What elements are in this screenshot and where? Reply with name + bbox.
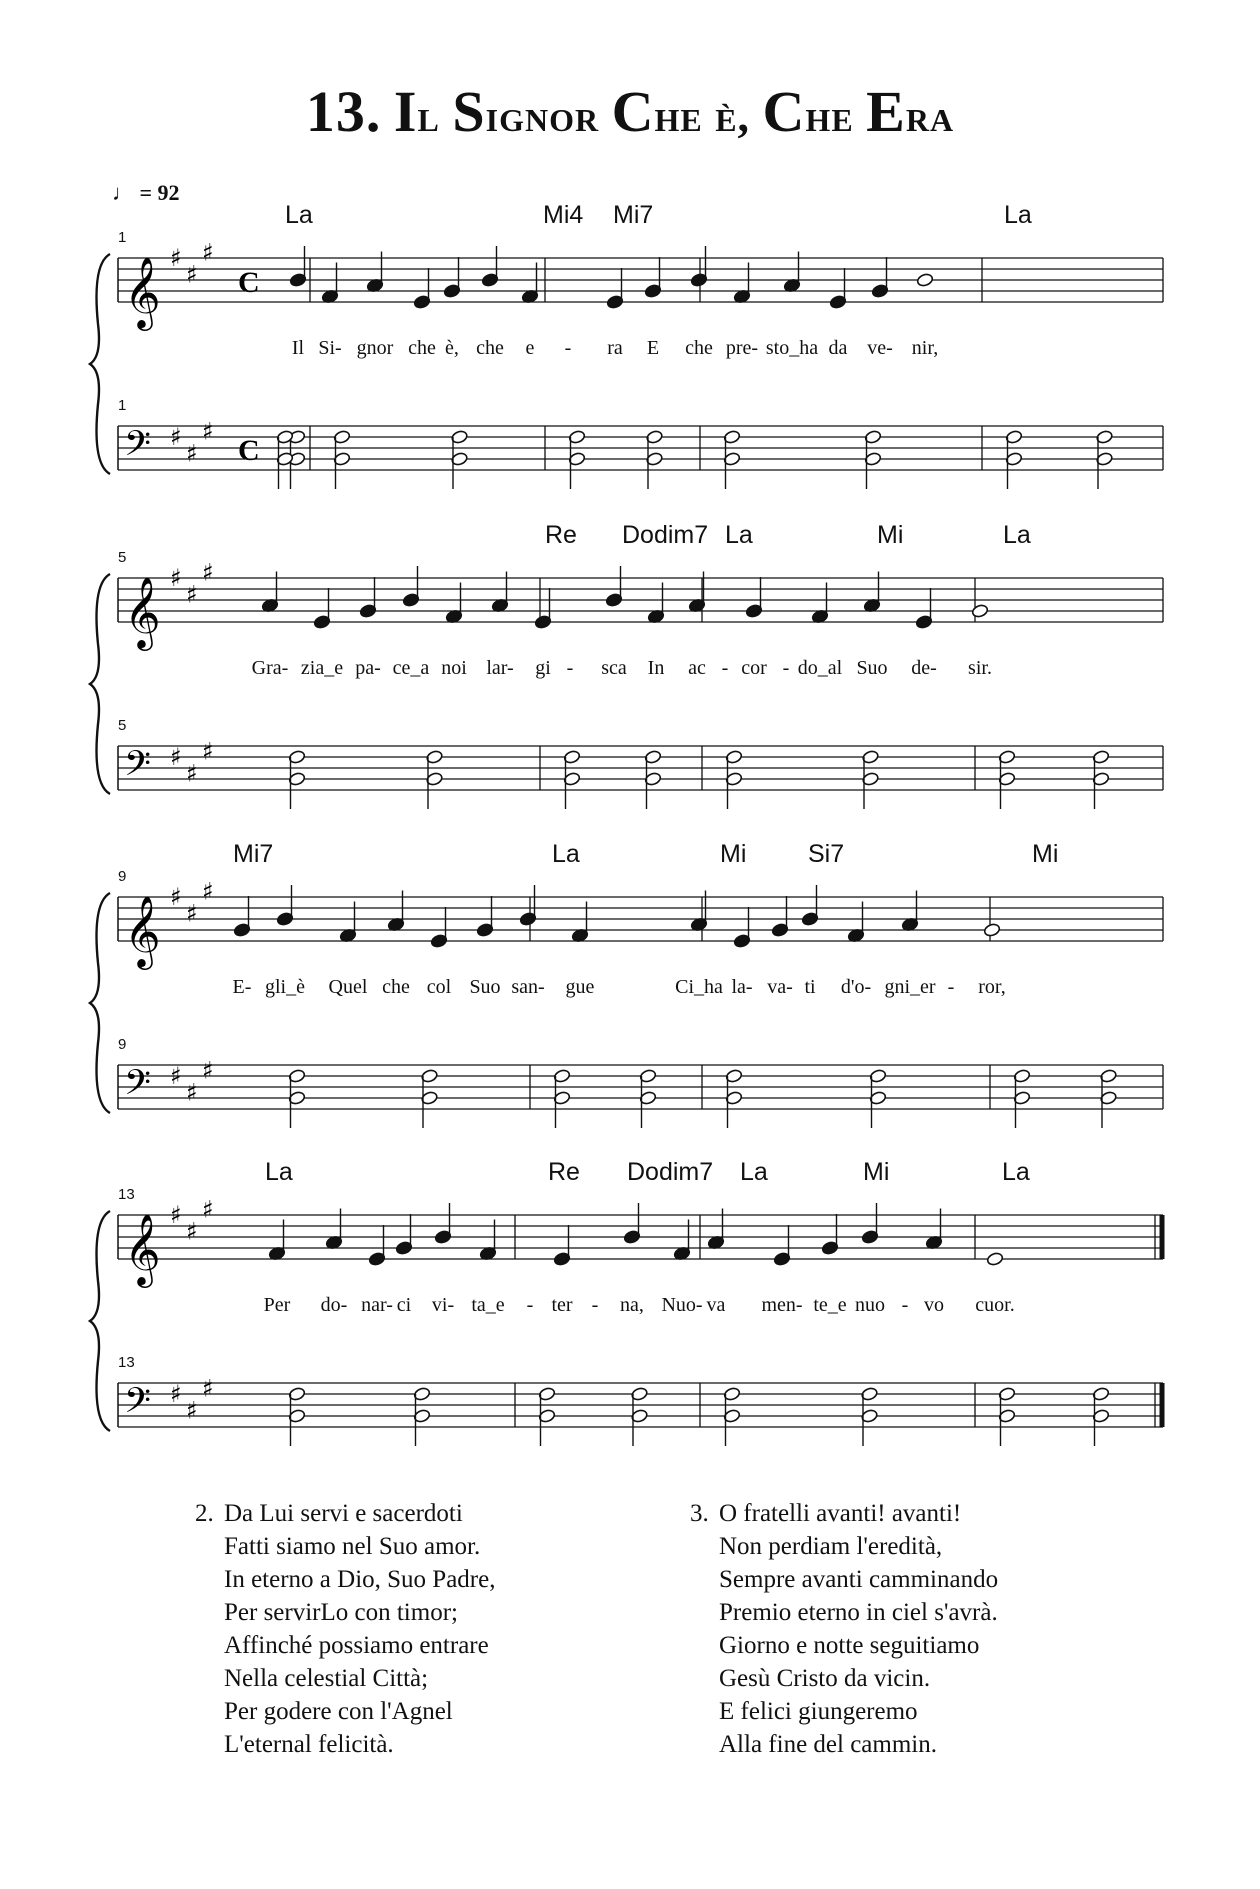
- verse-text: In eterno a Dio, Suo Padre,: [224, 1566, 496, 1593]
- sharp-icon: ♯: [170, 1201, 182, 1229]
- verse-line: [690, 1530, 998, 1563]
- lyric-syllable: Suo: [856, 657, 888, 679]
- verse-text: L'eternal felicità.: [224, 1731, 394, 1758]
- lyric-syllable: men-: [761, 1294, 803, 1316]
- lyric-syllable: Gra-: [251, 657, 289, 679]
- sharp-icon: ♯: [202, 1195, 214, 1224]
- verse-text: Alla fine del cammin.: [719, 1731, 937, 1758]
- common-time-icon: C: [238, 266, 260, 299]
- measure-number: 9: [118, 868, 127, 885]
- lyric-syllable: noi: [441, 657, 467, 679]
- brace: [90, 1211, 110, 1431]
- lyric-syllable: va: [706, 1294, 726, 1316]
- sharp-icon: ♯: [186, 439, 198, 468]
- sharp-icon: ♯: [170, 1380, 182, 1408]
- lyric-syllable: pre-: [725, 337, 759, 359]
- lyric-syllable: Quel: [328, 976, 368, 998]
- bass-clef-icon: 𝄢: [124, 423, 152, 472]
- lyric-syllable: gi: [535, 657, 551, 679]
- sharp-icon: ♯: [170, 743, 182, 771]
- lyric-syllable: che: [408, 337, 436, 359]
- chord-symbol: La: [740, 1158, 768, 1186]
- lyric-syllable: cor: [741, 657, 767, 679]
- measure-number: 5: [118, 717, 127, 734]
- lyric-syllable: ra: [607, 337, 623, 359]
- lyric-syllable: ce_a: [392, 657, 430, 679]
- measure-number: 13: [118, 1354, 135, 1371]
- verse-number: 2.: [195, 1500, 214, 1527]
- bass-staff-3: [118, 1057, 1163, 1129]
- verse-line: [690, 1728, 998, 1761]
- verse-text: Affinché possiamo entrare: [224, 1632, 489, 1659]
- lyric-syllable: nuo: [855, 1294, 885, 1316]
- brace: [90, 574, 110, 794]
- lyric-syllable: de-: [911, 657, 937, 679]
- sharp-icon: ♯: [170, 1062, 182, 1090]
- verse-text: Fatti siamo nel Suo amor.: [224, 1533, 481, 1560]
- treble-clef-icon: 𝄞: [124, 894, 161, 967]
- system-4: [90, 1158, 1162, 1431]
- sharp-icon: ♯: [202, 877, 214, 906]
- lyric-syllable: la-: [731, 976, 753, 998]
- chord-symbol: La: [1003, 521, 1031, 549]
- lyric-syllable: san-: [511, 976, 545, 998]
- sharp-icon: ♯: [186, 899, 198, 928]
- treble-staff-2: [118, 559, 1163, 652]
- chord-symbol: Dodim7: [622, 521, 709, 549]
- chord-symbol: La: [552, 840, 580, 868]
- verse-line: [195, 1629, 495, 1662]
- lyric-syllable: -: [526, 1294, 534, 1316]
- verse-line: [195, 1530, 495, 1563]
- bass-staff-4: [118, 1375, 1163, 1447]
- lyric-syllable: sca: [601, 657, 627, 679]
- lyric-syllable: vo: [924, 1294, 944, 1316]
- lyric-syllable: che: [476, 337, 504, 359]
- lyric-syllable: che: [382, 976, 410, 998]
- treble-staff-1: [118, 239, 1163, 332]
- lyric-syllable: ac: [688, 657, 706, 679]
- lyric-syllable: Per: [263, 1294, 291, 1316]
- chord-symbol: Dodim7: [627, 1158, 714, 1186]
- lyric-syllable: -: [721, 657, 729, 679]
- chord-symbol: Mi: [720, 840, 747, 868]
- half-note-head: [916, 273, 934, 288]
- chord-symbol: Re: [545, 521, 577, 549]
- lyric-syllable: na,: [620, 1294, 644, 1316]
- sharp-icon: ♯: [170, 883, 182, 911]
- verse-text: Nella celestial Città;: [224, 1665, 429, 1692]
- lyric-syllable: gni_er: [884, 976, 936, 998]
- lyric-syllable: sto_ha: [765, 337, 819, 359]
- sharp-icon: ♯: [186, 1078, 198, 1107]
- lyric-syllable: Ci_ha: [675, 976, 723, 998]
- sharp-icon: ♯: [170, 244, 182, 272]
- treble-staff-3: [118, 878, 1163, 971]
- treble-staff-4: [118, 1196, 1163, 1289]
- sharp-icon: ♯: [202, 1374, 214, 1403]
- verse-text: Sempre avanti camminando: [719, 1566, 999, 1593]
- lyric-syllable: è,: [445, 337, 459, 359]
- bass-clef-icon: 𝄢: [124, 1062, 152, 1111]
- sharp-icon: ♯: [186, 580, 198, 609]
- verse-text: Per godere con l'Agnel: [224, 1698, 453, 1725]
- sharp-icon: ♯: [202, 558, 214, 587]
- lyric-syllable: nir,: [911, 337, 939, 359]
- half-note-head: [971, 604, 989, 619]
- system-3: [90, 840, 1163, 1113]
- treble-clef-icon: 𝄞: [124, 575, 161, 648]
- lyric-syllable: pa-: [355, 657, 381, 679]
- verse-line: [195, 1563, 495, 1596]
- verse-text: Da Lui servi e sacerdoti: [224, 1500, 463, 1527]
- verse-line: [690, 1695, 998, 1728]
- sharp-icon: ♯: [186, 1217, 198, 1246]
- measure-number: 1: [118, 397, 127, 414]
- chord-symbol: Mi7: [613, 201, 654, 229]
- chord-symbol: Mi7: [233, 840, 274, 868]
- lyric-syllable: -: [947, 976, 955, 998]
- lyric-syllable: te_e: [813, 1294, 847, 1316]
- lyric-syllable: e: [525, 337, 535, 359]
- chord-symbol: Mi: [1032, 840, 1059, 868]
- lyric-syllable: E-: [232, 976, 252, 998]
- verse-text: Non perdiam l'eredità,: [719, 1533, 943, 1560]
- verse-2: [195, 1497, 495, 1761]
- lyric-syllable: da: [828, 337, 848, 359]
- lyric-syllable: col: [426, 976, 452, 998]
- lyric-syllable: -: [564, 337, 572, 359]
- lyric-syllable: zia_e: [300, 657, 344, 679]
- chord-symbol: La: [1002, 1158, 1030, 1186]
- verse-text: E felici giungeremo: [719, 1698, 918, 1725]
- sharp-icon: ♯: [202, 1056, 214, 1085]
- lyric-syllable: do_al: [797, 657, 843, 679]
- verse-line: [690, 1563, 998, 1596]
- lyric-syllable: -: [901, 1294, 909, 1316]
- measure-number: 13: [118, 1186, 135, 1203]
- verse-text: Giorno e notte seguitiamo: [719, 1632, 980, 1659]
- treble-clef-icon: 𝄞: [124, 1212, 161, 1285]
- verse-line: [690, 1497, 998, 1530]
- verse-line: [690, 1662, 998, 1695]
- chord-symbol: La: [285, 201, 313, 229]
- brace: [90, 254, 110, 474]
- verse-number: 3.: [690, 1500, 709, 1527]
- page-title: 13. Il Signor Che è, Che Era: [305, 79, 955, 144]
- verse-line: [195, 1497, 495, 1530]
- half-note-head: [986, 1252, 1004, 1267]
- sharp-icon: ♯: [186, 260, 198, 289]
- bass-staff-2: [118, 738, 1163, 810]
- bass-staff-1: [118, 418, 1163, 490]
- lyric-syllable: Il: [291, 337, 305, 359]
- verse-text: O fratelli avanti! avanti!: [719, 1500, 962, 1527]
- chord-symbol: Re: [548, 1158, 580, 1186]
- lyric-syllable: vi-: [431, 1294, 455, 1316]
- sharp-icon: ♯: [202, 417, 214, 446]
- lyric-syllable: Nuo-: [661, 1294, 703, 1316]
- sharp-icon: ♯: [186, 1396, 198, 1425]
- lyric-syllable: -: [782, 657, 790, 679]
- verse-text: Premio eterno in ciel s'avrà.: [719, 1599, 998, 1626]
- verse-text: Gesù Cristo da vicin.: [719, 1665, 931, 1692]
- chord-symbol: La: [725, 521, 753, 549]
- measure-number: 1: [118, 229, 127, 246]
- lyric-syllable: sir.: [968, 657, 992, 679]
- lyric-syllable: -: [591, 1294, 599, 1316]
- sharp-icon: ♯: [202, 737, 214, 766]
- lyric-syllable: cuor.: [975, 1294, 1015, 1316]
- lyric-syllable: nar-: [361, 1294, 393, 1316]
- sharp-icon: ♯: [170, 423, 182, 451]
- tempo-marking: ♩ = 92: [112, 180, 180, 205]
- measure-number: 5: [118, 549, 127, 566]
- verse-line: [195, 1662, 495, 1695]
- lyric-syllable: Si-: [318, 337, 342, 359]
- sharp-icon: ♯: [186, 759, 198, 788]
- lyric-syllable: ter: [551, 1294, 573, 1316]
- sharp-icon: ♯: [202, 238, 214, 267]
- lyric-syllable: ti: [804, 976, 816, 998]
- chord-symbol: Mi: [877, 521, 904, 549]
- bass-clef-icon: 𝄢: [124, 1380, 152, 1429]
- brace: [90, 893, 110, 1113]
- lyric-syllable: -: [566, 657, 574, 679]
- lyric-syllable: Suo: [469, 976, 501, 998]
- lyric-syllable: gnor: [356, 337, 394, 359]
- chord-symbol: Si7: [808, 840, 845, 868]
- lyric-syllable: do-: [320, 1294, 348, 1316]
- verse-line: [690, 1629, 998, 1662]
- lyric-syllable: ci: [396, 1294, 412, 1316]
- system-1: [90, 201, 1163, 474]
- common-time-icon: C: [238, 434, 260, 467]
- verse-line: [195, 1728, 495, 1761]
- verse-line: [195, 1695, 495, 1728]
- lyric-syllable: In: [647, 657, 665, 679]
- lyric-syllable: ror,: [978, 976, 1006, 998]
- verse-line: [195, 1596, 495, 1629]
- lyric-syllable: gli_è: [265, 976, 305, 998]
- verse-3: [690, 1497, 998, 1761]
- half-note-head: [983, 923, 1001, 938]
- chord-symbol: La: [265, 1158, 293, 1186]
- lyric-syllable: d'o-: [840, 976, 872, 998]
- lyric-syllable: ta_e: [471, 1294, 505, 1316]
- treble-clef-icon: 𝄞: [124, 255, 161, 328]
- chord-symbol: Mi4: [543, 201, 584, 229]
- sharp-icon: ♯: [170, 564, 182, 592]
- lyric-syllable: ve-: [867, 337, 893, 359]
- lyric-syllable: lar-: [486, 657, 514, 679]
- lyric-syllable: che: [685, 337, 713, 359]
- verse-line: [690, 1596, 998, 1629]
- measure-number: 9: [118, 1036, 127, 1053]
- chord-symbol: Mi: [863, 1158, 890, 1186]
- bass-clef-icon: 𝄢: [124, 743, 152, 792]
- lyric-syllable: gue: [565, 976, 595, 998]
- verse-text: Per servirLo con timor;: [224, 1599, 458, 1626]
- chord-symbol: La: [1004, 201, 1032, 229]
- lyric-syllable: va-: [767, 976, 793, 998]
- lyric-syllable: E: [646, 337, 660, 359]
